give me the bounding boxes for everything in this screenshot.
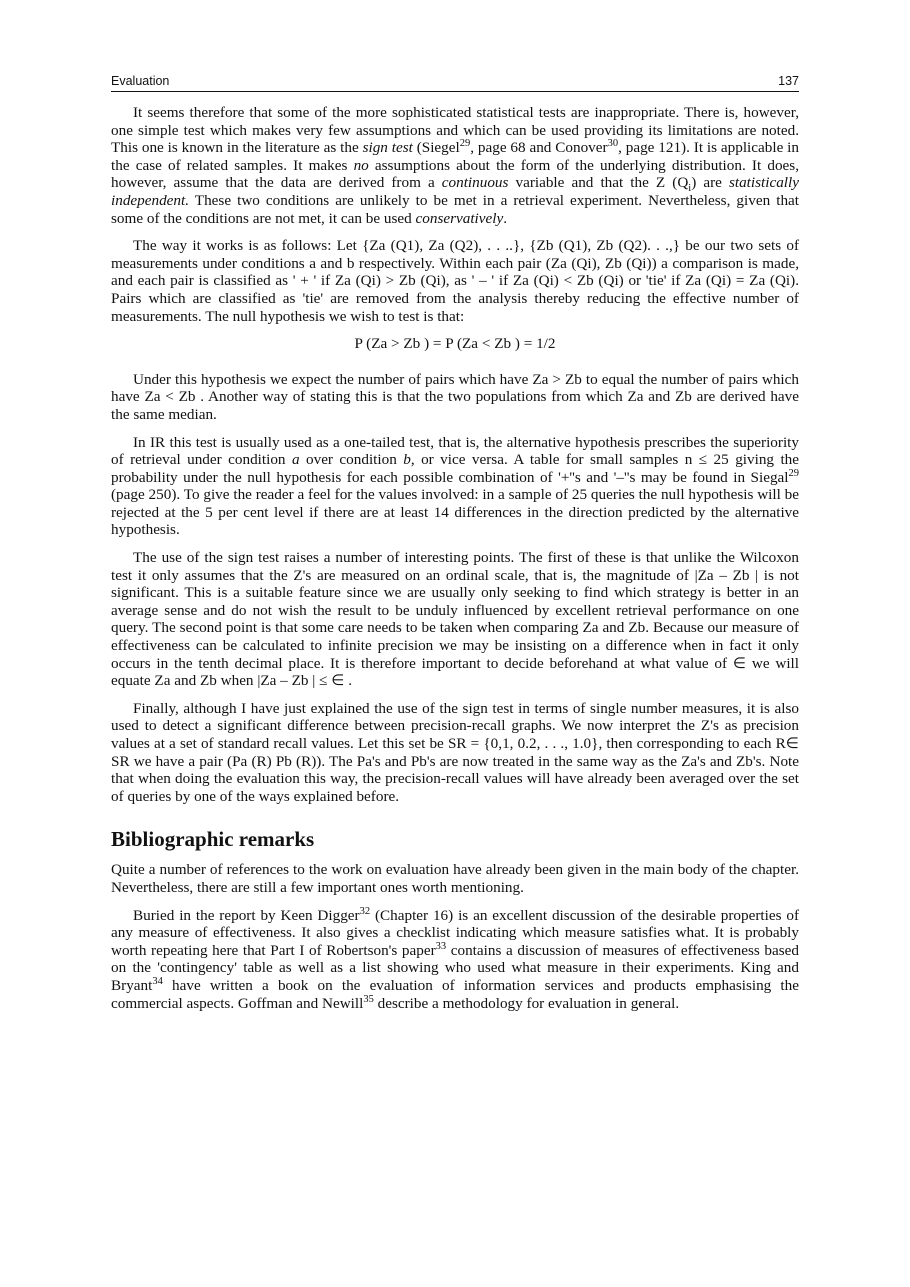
citation-29: 29 [788, 467, 799, 479]
running-head-section: Evaluation [111, 74, 170, 88]
paragraph-sign-test-points: The use of the sign test raises a number of interesting points. The first of these is that unlike the Wilcoxon test it only assumes that the Z's are measured on an ordinal scale, that is, the magnitude of |Za – Zb | is not significant. This is a suitable feature since we are usually only seeking to find which strategy is better in an average sense and do not wish the result to be unduly influenced by excellent retrieval performance on one query. The second point is that some care needs to be taken when comparing Za and Zb. Because our measure of effectiveness can be calculated to infinite precision we may be insisting on a difference when in fact it only occurs in the tenth decimal place. It is therefore important to decide beforehand at what value of ∈ we will equate Za and Zb when |Za – Zb | ≤ ∈ . [111, 549, 799, 690]
section-heading-bibliographic-remarks: Bibliographic remarks [111, 827, 315, 852]
citation-30: 30 [607, 138, 619, 150]
citation-32: 32 [359, 905, 371, 917]
citation-33: 33 [435, 940, 447, 952]
paragraph-references-intro: Quite a number of references to the work on evaluation have already been given in the main body of the chapter. Nevertheless, there are still a few important ones worth mentioning. [111, 861, 799, 896]
running-head [111, 66, 799, 88]
citation-35: 35 [363, 993, 374, 1005]
citation-34: 34 [152, 975, 163, 987]
paragraph-one-tailed-test: In IR this test is usually used as a one-tailed test, that is, the alternative hypothesis prescribes the superiority of retrieval under condition a over condition b, or vice versa. A table for small samples n ≤ 25 giving the probability under the null hypothesis for each possible combination of '+''s and '–''s may be found in Siegal$^{29}$ (page 250). To give the reader a feel for the values involved: in a sample of 25 queries the null hypothesis will be rejected at the 5 per cent level if there are at least 14 differences in the direction predicted by the alternative hypothesis. [111, 433, 799, 539]
paragraph-references-list: Buried in the report by Keen Digger$^{32}$ (Chapter 16) is an excellent discussion of the desirable properties of any measure of effectiveness. It also gives a checklist indicating which measure satisfies what. It is probably worth repeating here that Part I of Robertson's paper$^{33}$ contains a discussion of measures of effectiveness based on the 'contingency' table as well as a list showing who used what measure in their experiments. King and Bryant$^{34}$ have written a book on the evaluation of information services and products emphasising the commercial aspects. Goffman and Newill$^{35}$ describe a methodology for evaluation in general. [111, 905, 799, 1012]
header-rule [111, 91, 799, 92]
term-sign-test: sign test [362, 139, 413, 157]
paragraph-hypothesis-expectation: Under this hypothesis we expect the number of pairs which have Za > Zb to equal the number of pairs which have Za < Zb . Another way of stating this is that the two populations from which Za and Zb are derived have the same median. [111, 370, 799, 423]
citation-29: 29 [459, 138, 471, 150]
page-number: 137 [778, 74, 799, 88]
page-body [111, 104, 799, 1022]
paragraph-sign-test-intro: It seems therefore that some of the more sophisticated statistical tests are inappropriate. There is, however, one simple test which makes very few assumptions and which can be used providing its limitations are noted. This one is known in the literature as the sign test (Siegel$^{29}$, page 68 and Conover$^{30}$, page 121). It is applicable in the case of related samples. It makes no assumptions about the form of the underlying distribution. It does, however, assume that the data are derived from a continuous variable and that the Z $(Q_i)$ are statistically independent. These two conditions are unlikely to be met in a retrieval experiment. Nevertheless, given that some of the conditions are not met, it can be used conservatively. [111, 104, 799, 227]
paragraph-precision-recall: Finally, although I have just explained the use of the sign test in terms of single number measures, it is also used to detect a significant difference between precision-recall graphs. We now interpret the Z's as precision values at a set of standard recall values. Let this set be SR = {0,1, 0.2, . . ., 1.0}, then corresponding to each R∈ SR we have a pair (Pa (R) Pb (R)). The Pa's and Pb's are now treated in the same way as the Za's and Zb's. Note that when doing the evaluation this way, the precision-recall values will have already been averaged over the set of queries by one of the ways explained before. [111, 699, 799, 805]
paragraph-how-it-works: The way it works is as follows: Let {Za (Q1), Za (Q2), . . ..}, {Zb (Q1), Zb (Q2). . .,} be our two sets of measurements under conditions a and b respectively. Within each pair (Za (Qi), Zb (Qi)) a comparison is made, and each pair is classified as ' + ' if Za (Qi) > Zb (Qi), as ' – ' if Za (Qi) < Zb (Qi) or 'tie' if Za (Qi) = Za (Qi). Pairs which are classified as 'tie' are removed from the analysis thereby reducing the effective number of measurements. The null hypothesis we wish to test is that: [111, 237, 799, 325]
formula-null-hypothesis: P (Za > Zb ) = P (Za < Zb ) = 1/2 [354, 335, 556, 353]
